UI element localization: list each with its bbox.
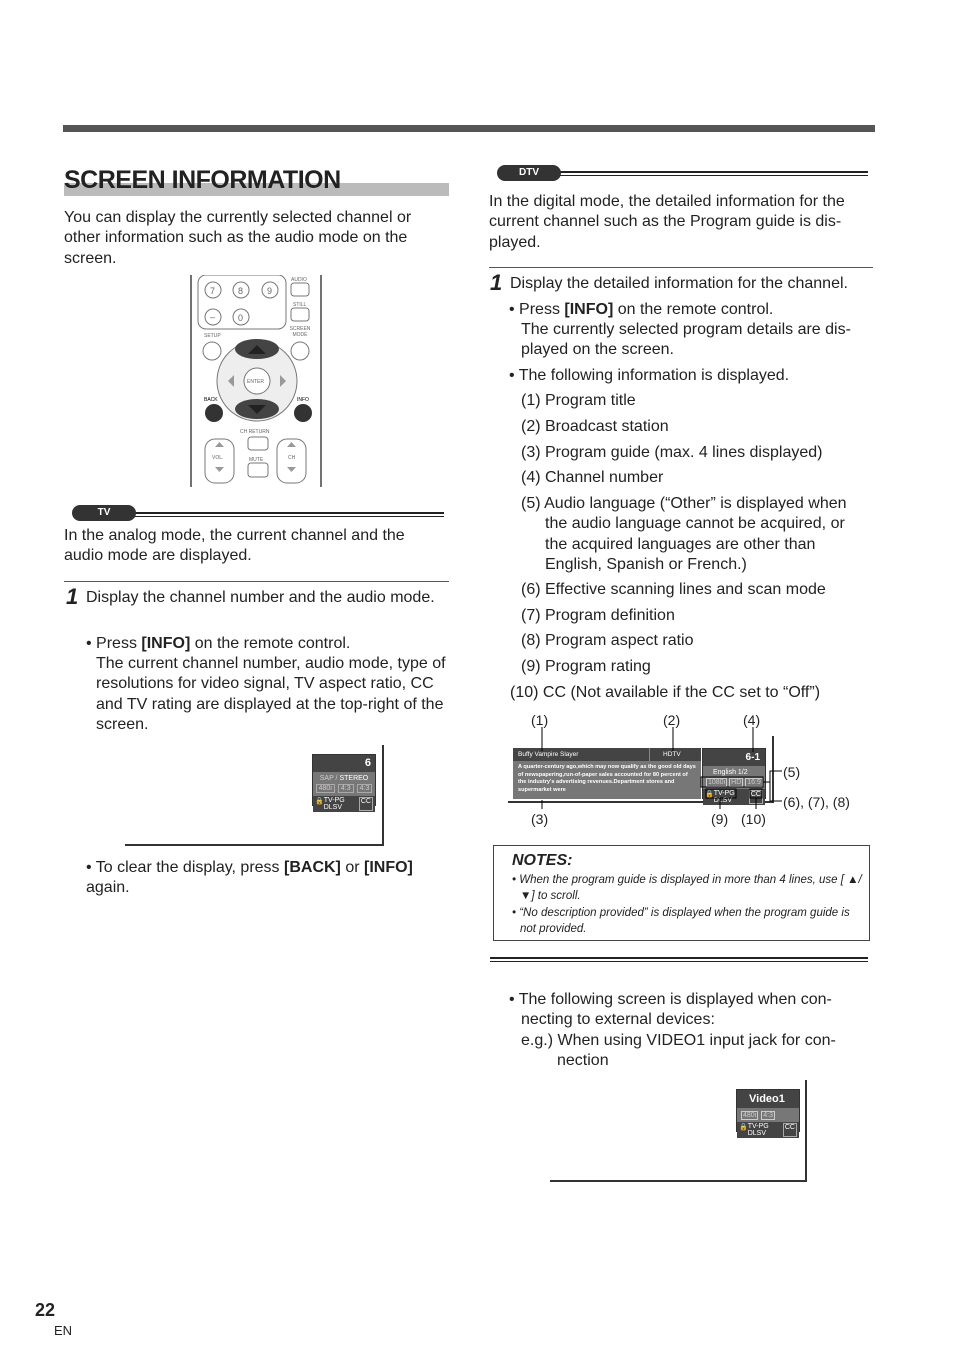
info-item-7: (7) Program definition bbox=[521, 607, 675, 624]
note-1: • When the program guide is displayed in more than 4 lines, use [ ▲/▼] to scroll. bbox=[512, 874, 862, 902]
remote-back-label: BACK bbox=[204, 397, 218, 403]
broadcast-station: HDTV bbox=[663, 751, 681, 758]
analog-audio-mode bbox=[313, 775, 375, 782]
remote-key-7: 7 bbox=[210, 286, 216, 296]
audio-language: English 1/2 bbox=[713, 769, 748, 776]
analog-badges bbox=[313, 784, 375, 793]
notes-box bbox=[493, 845, 870, 941]
analog-badge-tv-aspect: 4:3 bbox=[357, 784, 373, 793]
digital-intro: In the digital mode, the detailed information for the current channel such as the Program guide is dis-played. bbox=[489, 193, 845, 251]
callout-1: (1) bbox=[531, 712, 549, 728]
remote-key-0: 0 bbox=[238, 313, 244, 323]
language-code: EN bbox=[54, 1323, 73, 1338]
lock-icon: 🔒 bbox=[315, 798, 324, 805]
digital-channel-number: 6-1 bbox=[745, 752, 760, 763]
badge-definition: HD bbox=[731, 779, 742, 786]
left-back-key: [BACK] bbox=[284, 859, 341, 876]
callout-2: (2) bbox=[663, 712, 681, 728]
video-osd bbox=[736, 1089, 800, 1137]
callout-3: (3) bbox=[531, 811, 549, 827]
page-number: 22 bbox=[35, 1300, 56, 1320]
right-step-rule bbox=[489, 267, 873, 268]
callout-5: (5) bbox=[783, 764, 801, 780]
left-step-text: Display the channel number and the audio mode. bbox=[86, 589, 435, 606]
info-item-5: (5) Audio language (“Other” is displayed when the audio language cannot be acquired, or the acquired languages are other than English, Spanish or French.) bbox=[521, 495, 847, 574]
video-osd-source-bar bbox=[737, 1090, 799, 1108]
analog-rating-bar bbox=[313, 796, 375, 812]
remote-mute-label: MUTE bbox=[249, 457, 264, 463]
analog-rating: TV-PG DLSV bbox=[323, 797, 345, 811]
remote-ch-return-label: CH RETURN bbox=[240, 429, 270, 435]
dtv-tag: DTV bbox=[497, 165, 561, 181]
left-info-key: [INFO] bbox=[141, 635, 191, 652]
video-badge-resolution: 480i bbox=[743, 1112, 757, 1119]
notes-title: NOTES: bbox=[512, 852, 573, 869]
remote-key-dash: – bbox=[210, 312, 216, 322]
note-2: • “No description provided” is displayed when the program guide is not provided. bbox=[512, 907, 850, 935]
external-line-1: • The following screen is displayed when con-necting to external devices: bbox=[509, 991, 832, 1029]
info-item-2: (2) Broadcast station bbox=[521, 418, 669, 435]
video-cc: CC bbox=[783, 1123, 797, 1137]
tv-tag-rule bbox=[130, 512, 444, 517]
badge-scanning: 1080i bbox=[708, 779, 726, 786]
right-step-number: 1 bbox=[490, 270, 503, 295]
page-title: SCREEN INFORMATION bbox=[64, 166, 341, 194]
remote-setup-label: SETUP bbox=[204, 333, 221, 339]
right-press-line bbox=[509, 300, 871, 320]
video-rating-bar bbox=[737, 1122, 799, 1138]
program-title: Buffy Vampire Slayer bbox=[518, 751, 579, 758]
remote-illustration bbox=[190, 275, 322, 487]
info-item-9: (9) Program rating bbox=[521, 658, 651, 675]
lock-icon: 🔒 bbox=[739, 1124, 748, 1131]
right-following: • The following information is displayed. bbox=[509, 367, 790, 384]
digital-cc: CC bbox=[749, 790, 763, 804]
left-step-rule bbox=[64, 581, 449, 582]
badge-aspect: 16:9 bbox=[747, 779, 761, 786]
callout-9: (9) bbox=[711, 811, 729, 827]
intro-text: You can display the currently selected channel or other information such as the audio mode on the screen. bbox=[64, 209, 412, 267]
callout-10: (10) bbox=[741, 811, 766, 827]
right-info-key: [INFO] bbox=[564, 301, 614, 318]
external-line-2: e.g.) When using VIDEO1 input jack for con-nection bbox=[521, 1032, 836, 1070]
analog-osd bbox=[312, 754, 376, 811]
right-press-prefix: • Press bbox=[509, 301, 565, 318]
analog-audio-stereo: STEREO bbox=[339, 775, 369, 782]
remote-audio-label: AUDIO bbox=[291, 277, 307, 283]
info-item-3: (3) Program guide (max. 4 lines displayed) bbox=[521, 444, 823, 461]
analog-audio-sap: SAP / bbox=[319, 775, 340, 782]
analog-badge-resolution: 480i bbox=[316, 784, 335, 793]
callout-6-7-8: (6), (7), (8) bbox=[783, 794, 850, 810]
remote-vol-label: VOL. bbox=[212, 455, 224, 461]
right-press-detail: The currently selected program details are dis-played on the screen. bbox=[521, 321, 851, 359]
analog-badge-aspect: 4:3 bbox=[338, 784, 354, 793]
remote-still-label: STILL bbox=[293, 302, 307, 308]
remote-ch-label: CH bbox=[288, 455, 296, 461]
lock-icon: 🔒 bbox=[705, 791, 714, 798]
left-clear-suffix: again. bbox=[86, 879, 130, 897]
analog-osd-channel-bar bbox=[313, 755, 375, 772]
video-badges bbox=[741, 1111, 799, 1120]
video-rating: TV-PG DLSV bbox=[747, 1123, 769, 1137]
remote-key-9: 9 bbox=[267, 286, 273, 296]
digital-rating: TV-PG DLSV bbox=[713, 790, 735, 804]
video-source: Video1 bbox=[749, 1093, 785, 1105]
left-press-prefix: • Press bbox=[86, 635, 142, 652]
analog-intro: In the analog mode, the current channel and the audio mode are displayed. bbox=[64, 527, 405, 565]
program-guide: A quarter-century ago,which may now qualify as the good old days of newspapering,run-of-paper sales accounted for 80 percent of the industry's advertising revenues.Department stores and supermarket were bbox=[518, 764, 696, 793]
left-clear-prefix: • To clear the display, press bbox=[86, 859, 284, 876]
remote-key-8: 8 bbox=[238, 286, 244, 296]
remote-screen-mode-label: SCREEN MODE bbox=[289, 326, 311, 338]
top-rule bbox=[63, 125, 875, 132]
dtv-tag-rule bbox=[555, 171, 868, 176]
right-step-text: Display the detailed information for the channel. bbox=[510, 275, 848, 292]
remote-enter-label: ENTER bbox=[247, 379, 264, 385]
callout-4: (4) bbox=[743, 712, 761, 728]
section-rule bbox=[490, 957, 868, 962]
left-clear-line bbox=[86, 858, 448, 899]
left-press-detail: The current channel number, audio mode, type of resolutions for video signal, TV aspect ratio, CC and TV rating are displayed at the top-right of the screen. bbox=[96, 655, 446, 734]
info-item-8: (8) Program aspect ratio bbox=[521, 632, 694, 649]
left-clear-mid: or bbox=[340, 859, 364, 876]
right-press-suffix: on the remote control. bbox=[613, 301, 774, 318]
info-item-4: (4) Channel number bbox=[521, 469, 664, 486]
left-press-suffix: on the remote control. bbox=[190, 635, 351, 652]
callout-lines bbox=[500, 705, 880, 835]
analog-cc: CC bbox=[359, 797, 373, 811]
left-info-key-2: [INFO] bbox=[364, 859, 413, 876]
tv-tag: TV bbox=[72, 505, 136, 521]
info-item-1: (1) Program title bbox=[521, 392, 636, 409]
analog-channel-number: 6 bbox=[364, 757, 371, 769]
info-item-10: (10) CC (Not available if the CC set to “Off”) bbox=[510, 684, 821, 701]
video-badge-aspect: 4:3 bbox=[763, 1112, 773, 1119]
info-item-6: (6) Effective scanning lines and scan mode bbox=[521, 581, 826, 598]
remote-info-label: INFO bbox=[297, 397, 309, 403]
left-step-number: 1 bbox=[66, 584, 79, 609]
left-press-line bbox=[86, 634, 448, 654]
